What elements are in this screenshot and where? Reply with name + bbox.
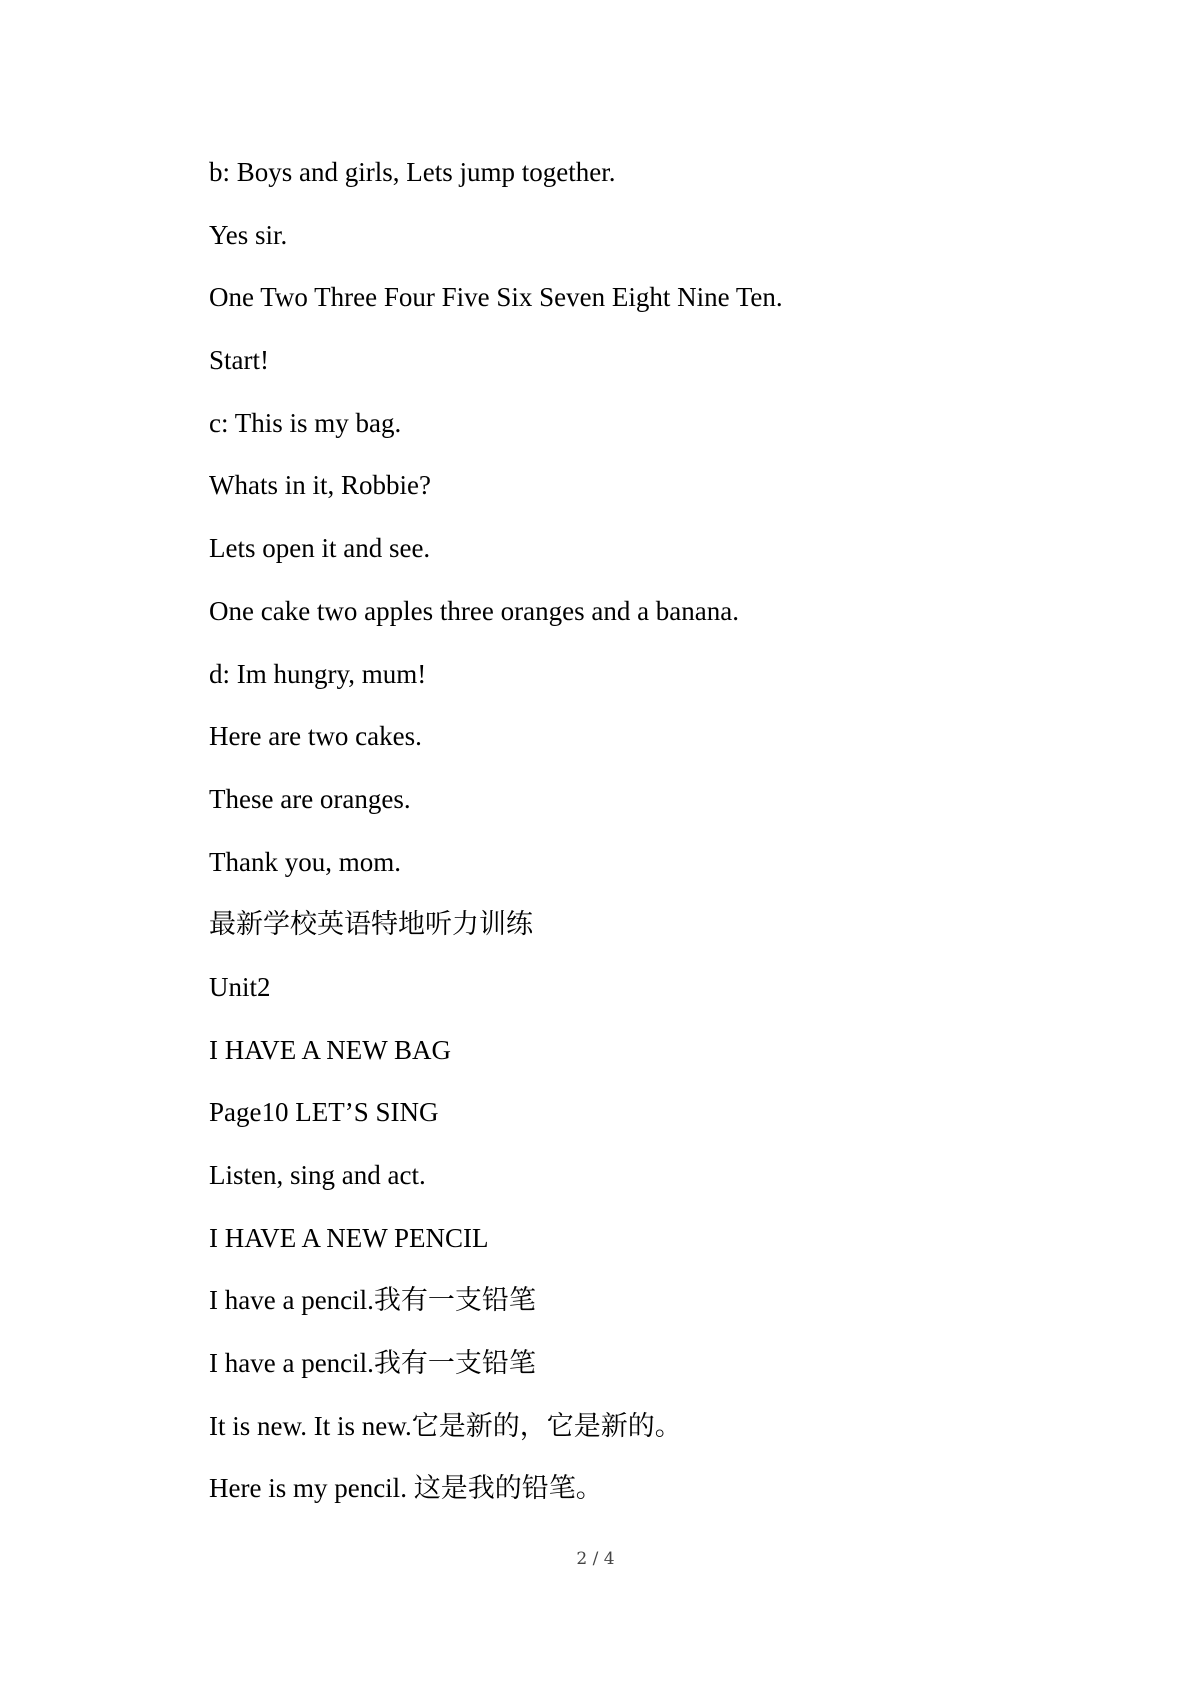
text-line: I have a pencil.我有一支铅笔 (209, 1285, 536, 1316)
text-line: Start! (209, 345, 269, 376)
text-line: One cake two apples three oranges and a banana. (209, 595, 740, 626)
text-line: Here is my pencil. 这是我的铅笔。 (209, 1473, 603, 1504)
unit-title: I HAVE A NEW BAG (209, 1034, 452, 1065)
unit-heading: Unit2 (209, 971, 271, 1002)
text-lines (209, 150, 783, 1529)
text-line: Whats in it, Robbie? (209, 470, 431, 501)
song-title: I HAVE A NEW PENCIL (209, 1222, 489, 1253)
text-line: Thank you, mom. (209, 846, 401, 877)
text-line: These are oranges. (209, 783, 411, 814)
text-line: d: Im hungry, mum! (209, 658, 427, 689)
text-line: Lets open it and see. (209, 533, 431, 564)
section-title: 最新学校英语特地听力训练 (209, 909, 533, 940)
text-line: I have a pencil.我有一支铅笔 (209, 1348, 536, 1379)
text-line: Listen, sing and act. (209, 1160, 426, 1190)
text-line: It is new. It is new.它是新的，它是新的。 (209, 1410, 682, 1441)
text-line: c: This is my bag. (209, 407, 402, 438)
text-line: b: Boys and girls, Lets jump together. (209, 157, 616, 187)
page-heading: Page10 LET’S SING (209, 1097, 439, 1128)
page-number: 2 / 4 (576, 1549, 615, 1569)
text-line: Here are two cakes. (209, 721, 422, 752)
text-line: Yes sir. (209, 219, 288, 250)
text-line: One Two Three Four Five Six Seven Eight Nine Ten. (209, 282, 783, 313)
